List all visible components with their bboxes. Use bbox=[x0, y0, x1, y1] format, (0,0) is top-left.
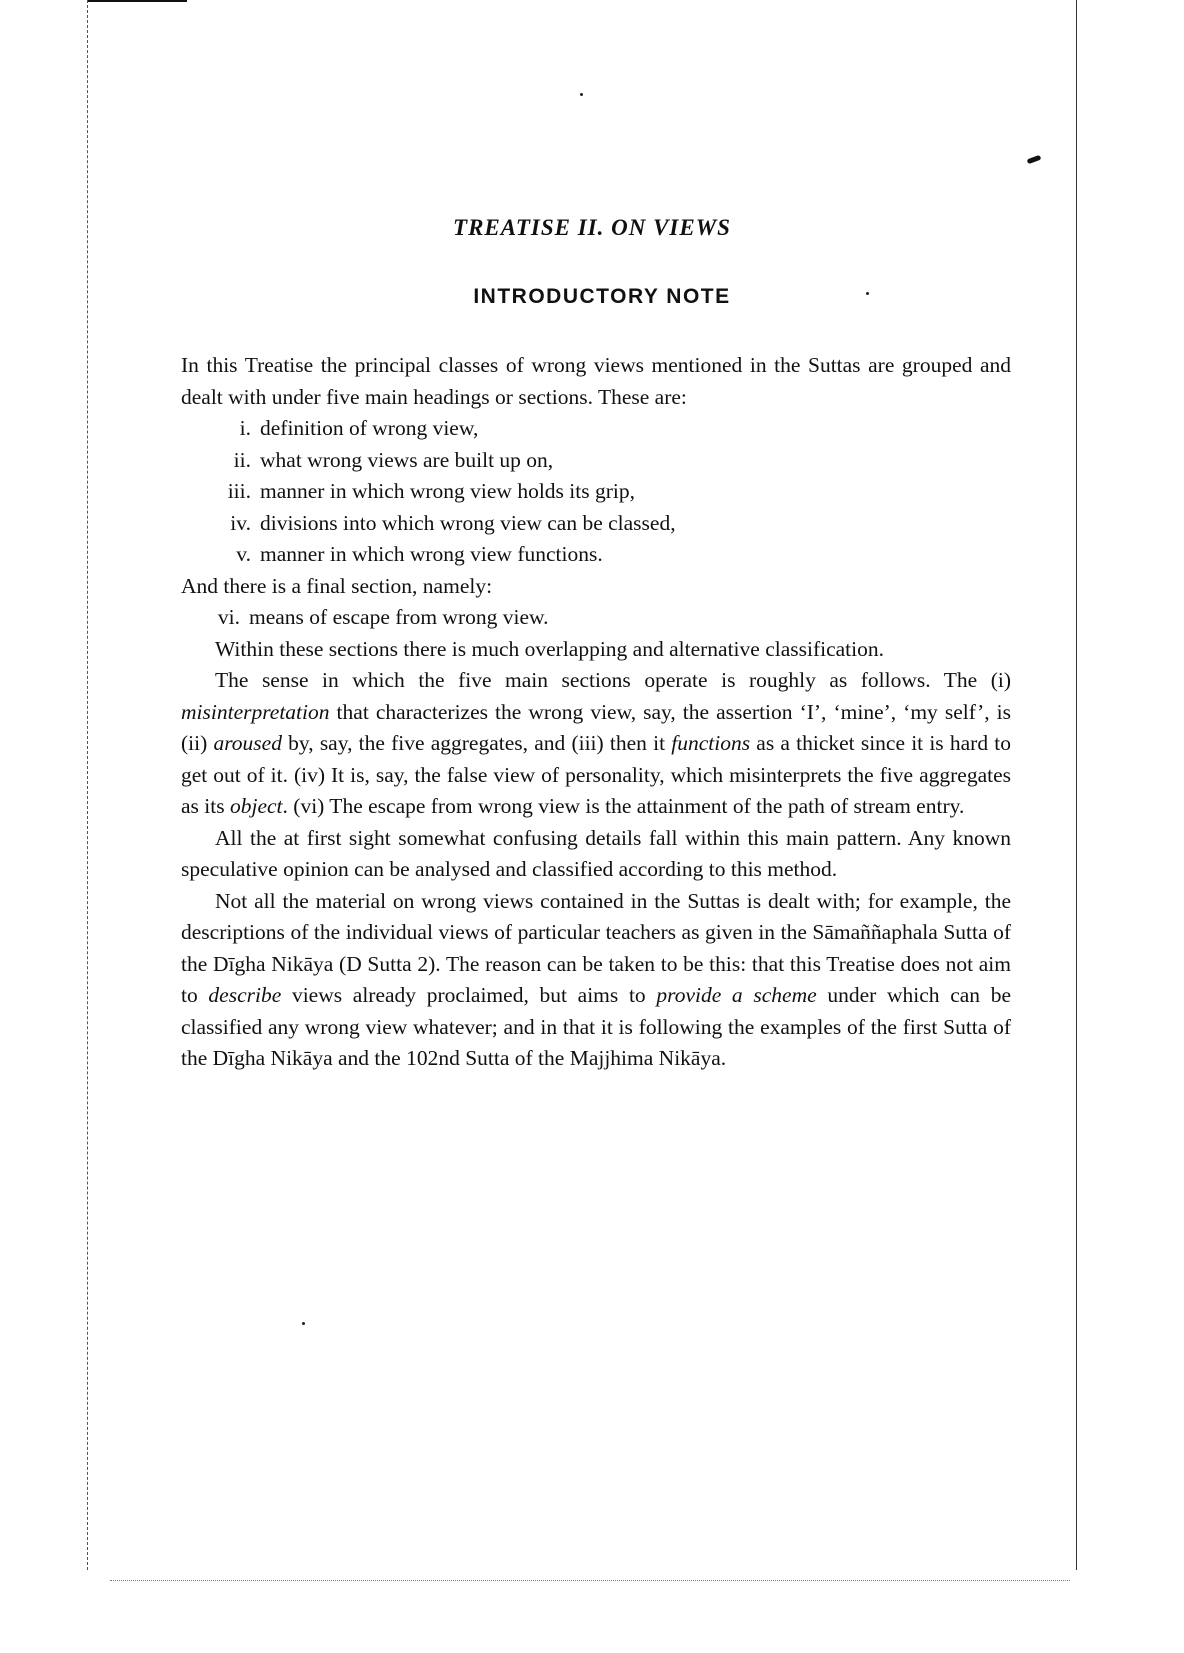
final-section-intro: And there is a final section, namely: bbox=[181, 573, 493, 598]
emphasis-object: object bbox=[229, 794, 283, 818]
emphasis-functions: functions bbox=[671, 731, 751, 755]
emphasis-provide-a-scheme: provide a scheme bbox=[656, 983, 817, 1007]
section-heading: INTRODUCTORY NOTE bbox=[473, 285, 731, 309]
list-item-number: iv. bbox=[230, 510, 251, 535]
text-run: that characterizes the wrong view, say, the assertion ‘I’, ‘mine’, ‘my self’, is (ii) bbox=[181, 699, 1011, 755]
list-item-text: manner in which wrong view holds its grip, bbox=[260, 479, 636, 503]
text-run: by, say, the five aggregates, and (iii) then it bbox=[281, 731, 672, 755]
list-item-text: what wrong views are built up on, bbox=[260, 447, 554, 472]
list-item bbox=[181, 508, 1011, 540]
list-item bbox=[181, 602, 1011, 634]
list-item-number: i. bbox=[239, 416, 251, 440]
scope-paragraph bbox=[181, 886, 1011, 1075]
list-item bbox=[181, 413, 1011, 445]
emphasis-misinterpretation: misinterpretation bbox=[181, 699, 330, 724]
list-item bbox=[181, 445, 1011, 477]
list-item-text: means of escape from wrong view. bbox=[249, 605, 549, 629]
list-item-number: v. bbox=[236, 542, 251, 566]
overlap-paragraph: Within these sections there is much overlapping and alternative classification. bbox=[215, 636, 885, 661]
list-item-text: definition of wrong view, bbox=[260, 416, 479, 440]
list-item-number: ii. bbox=[233, 447, 251, 472]
scan-speck bbox=[580, 93, 583, 96]
document-body bbox=[181, 350, 1011, 1075]
sense-paragraph bbox=[181, 665, 1011, 823]
list-item-number: iii. bbox=[227, 479, 251, 503]
emphasis-aroused: aroused bbox=[213, 731, 282, 755]
list-item-text: divisions into which wrong view can be classed, bbox=[260, 510, 676, 535]
text-run: as a thicket since it is hard to get out of it. (iv) It is, say, the false view of personality, which misinterprets the five aggregates as its bbox=[181, 731, 1011, 818]
main-sections-list bbox=[181, 413, 1011, 571]
treatise-title: TREATISE II. ON VIEWS bbox=[453, 215, 731, 241]
scan-speck bbox=[302, 1322, 305, 1325]
text-run: The sense in which the five main sections operate is roughly as follows. The (i) bbox=[215, 668, 1011, 692]
pattern-paragraph: All the at first sight somewhat confusing details fall within this main pattern. Any known speculative opinion can be analysed and classified according to this method. bbox=[181, 825, 1011, 881]
list-item bbox=[181, 476, 1011, 508]
text-run: views already proclaimed, but aims to bbox=[281, 983, 657, 1007]
list-item bbox=[181, 539, 1011, 571]
list-item-text: manner in which wrong view functions. bbox=[260, 542, 603, 566]
text-run: . (vi) The escape from wrong view is the attainment of the path of stream entry. bbox=[282, 794, 965, 818]
list-item-number: vi. bbox=[217, 605, 240, 629]
text-run: Not all the material on wrong views contained in the Suttas is dealt with; for example, the descriptions of the individual views of particular teachers as given in the Sāmaññaphala Sutta of the Dīgha Nikāya (D Sutta 2). The reason can be taken to be this: that this Treatise does not aim to bbox=[181, 888, 1011, 1007]
final-section-list bbox=[181, 602, 1011, 634]
text-run: under which can be classified any wrong view whatever; and in that it is following the examples of the first Sutta of the Dīgha Nikāya and the 102nd Sutta of the Majjhima Nikāya. bbox=[181, 983, 1012, 1070]
emphasis-describe: describe bbox=[208, 983, 282, 1007]
intro-paragraph: In this Treatise the principal classes of wrong views mentioned in the Suttas are grouped and dealt with under five main headings or sections. These are: bbox=[181, 353, 1011, 409]
bottom-edge-rule bbox=[110, 1580, 1070, 1581]
